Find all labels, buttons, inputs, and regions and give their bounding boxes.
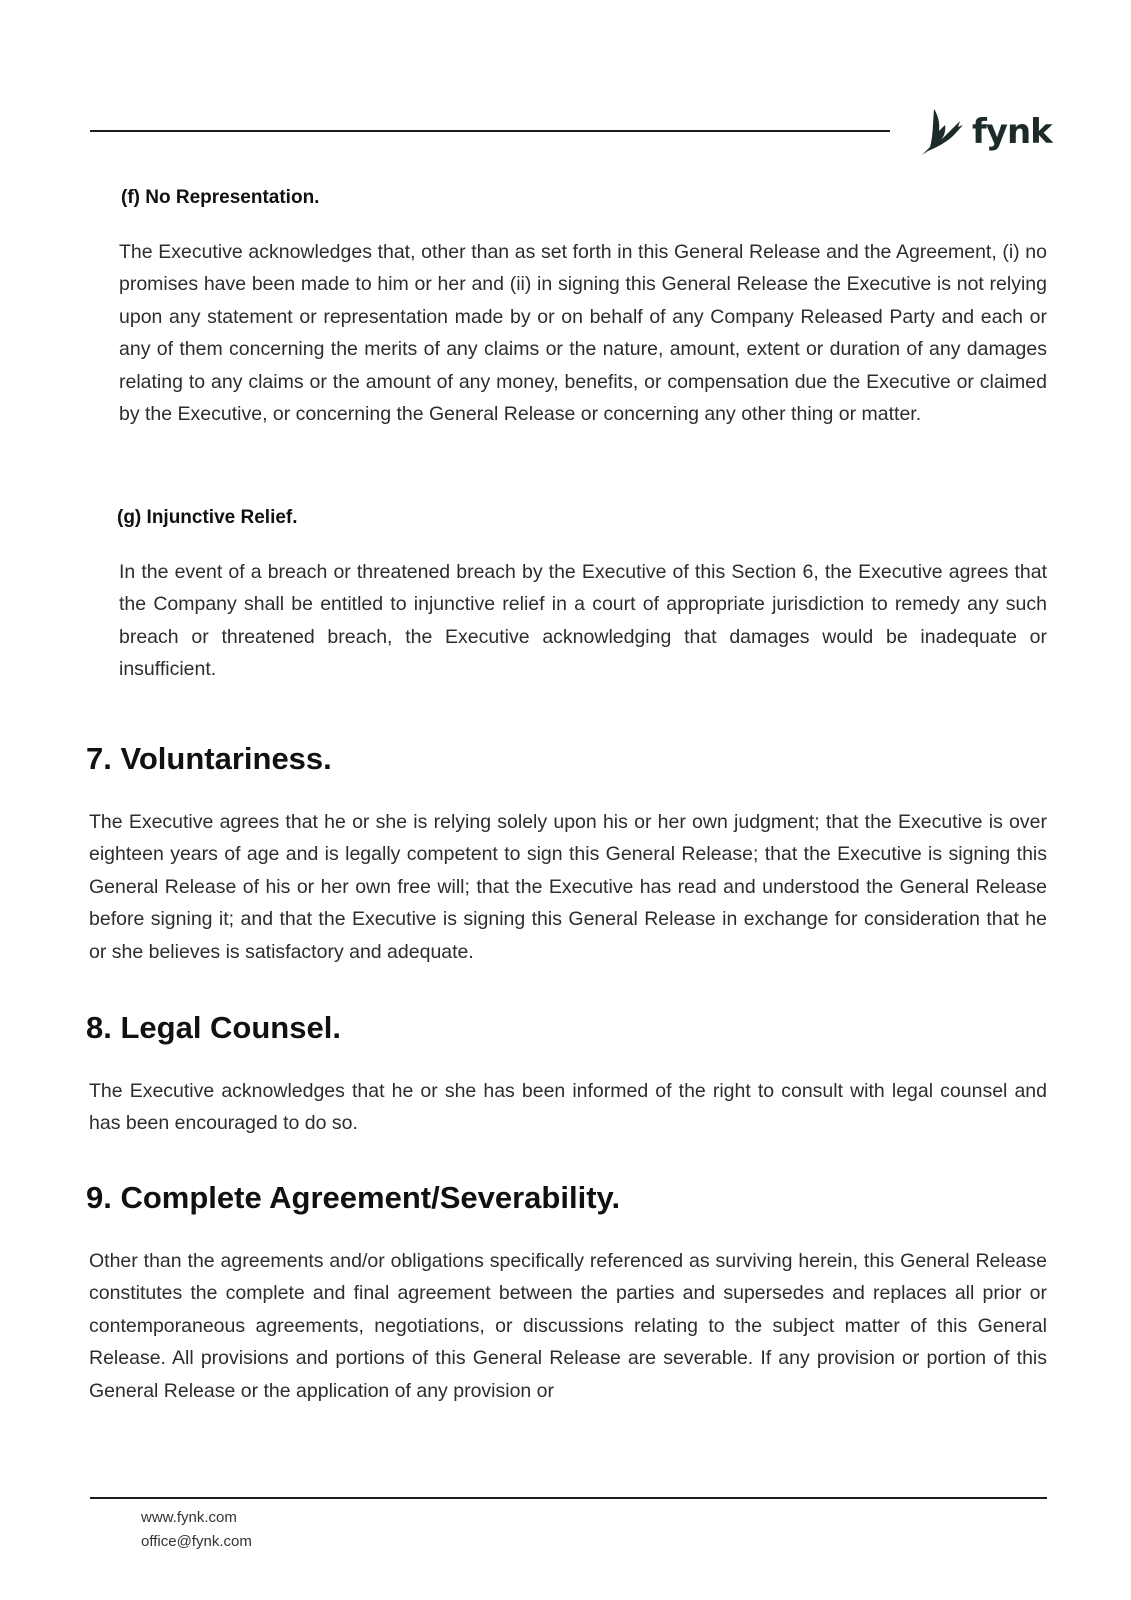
section-9-body: Other than the agreements and/or obligations specifically referenced as surviving herein, this General Release constitutes the complete and final agreement between the parties and supersedes and replaces all prior or contemporaneous agreements, negotiations, or discussions relating to the subject matter of this General Release. All provisions and portions of this General Release are severable. If any provision or portion of this General Release or the application of any provision or <box>89 1250 1047 1402</box>
footer-divider <box>90 1497 1047 1499</box>
clause-g-body: In the event of a breach or threatened breach by the Executive of this Section 6, the Executive agrees that the Company shall be entitled to injunctive relief in a court of appropriate jurisdiction to remedy any such breach or threatened breach, the Executive acknowledging that damages would be inadequate or insufficient. <box>119 561 1047 681</box>
clause-f-body: The Executive acknowledges that, other than as set forth in this General Release and the Agreement, (i) no promises have been made to him or her and (ii) in signing this General Release the Executive is not relying upon any statement or representation made by or on behalf of any Company Released Party and each or any of them concerning the merits of any claims or the nature, amount, extent or duration of any damages relating to any claims or the amount of any money, benefits, or compensation due the Executive or claimed by the Executive, or concerning the General Release or concerning any other thing or matter. <box>119 241 1047 426</box>
fynk-logo <box>920 104 1052 160</box>
footer-email: office@fynk.com <box>141 1533 252 1550</box>
section-9-heading: 9. Complete Agreement/Severability. <box>86 1180 621 1215</box>
section-8-heading: 8. Legal Counsel. <box>86 1010 341 1045</box>
bird-icon <box>920 107 964 157</box>
section-8-body: The Executive acknowledges that he or she has been informed of the right to consult with legal counsel and has been encouraged to do so. <box>89 1080 1047 1135</box>
clause-g-title: (g) Injunctive Relief. <box>117 507 298 528</box>
header-divider <box>90 130 890 132</box>
footer-website: www.fynk.com <box>141 1509 237 1526</box>
section-7-body: The Executive agrees that he or she is relying solely upon his or her own judgment; that the Executive is over eighteen years of age and is legally competent to sign this General Release; that the Executive is signing this General Release of his or her own free will; that the Executive has read and understood the General Release before signing it; and that the Executive is signing this General Release in exchange for consideration that he or she believes is satisfactory and adequate. <box>89 811 1047 963</box>
logo-wordmark: fynk <box>972 112 1052 152</box>
section-7-heading: 7. Voluntariness. <box>86 741 332 776</box>
clause-f-title: (f) No Representation. <box>121 187 320 208</box>
